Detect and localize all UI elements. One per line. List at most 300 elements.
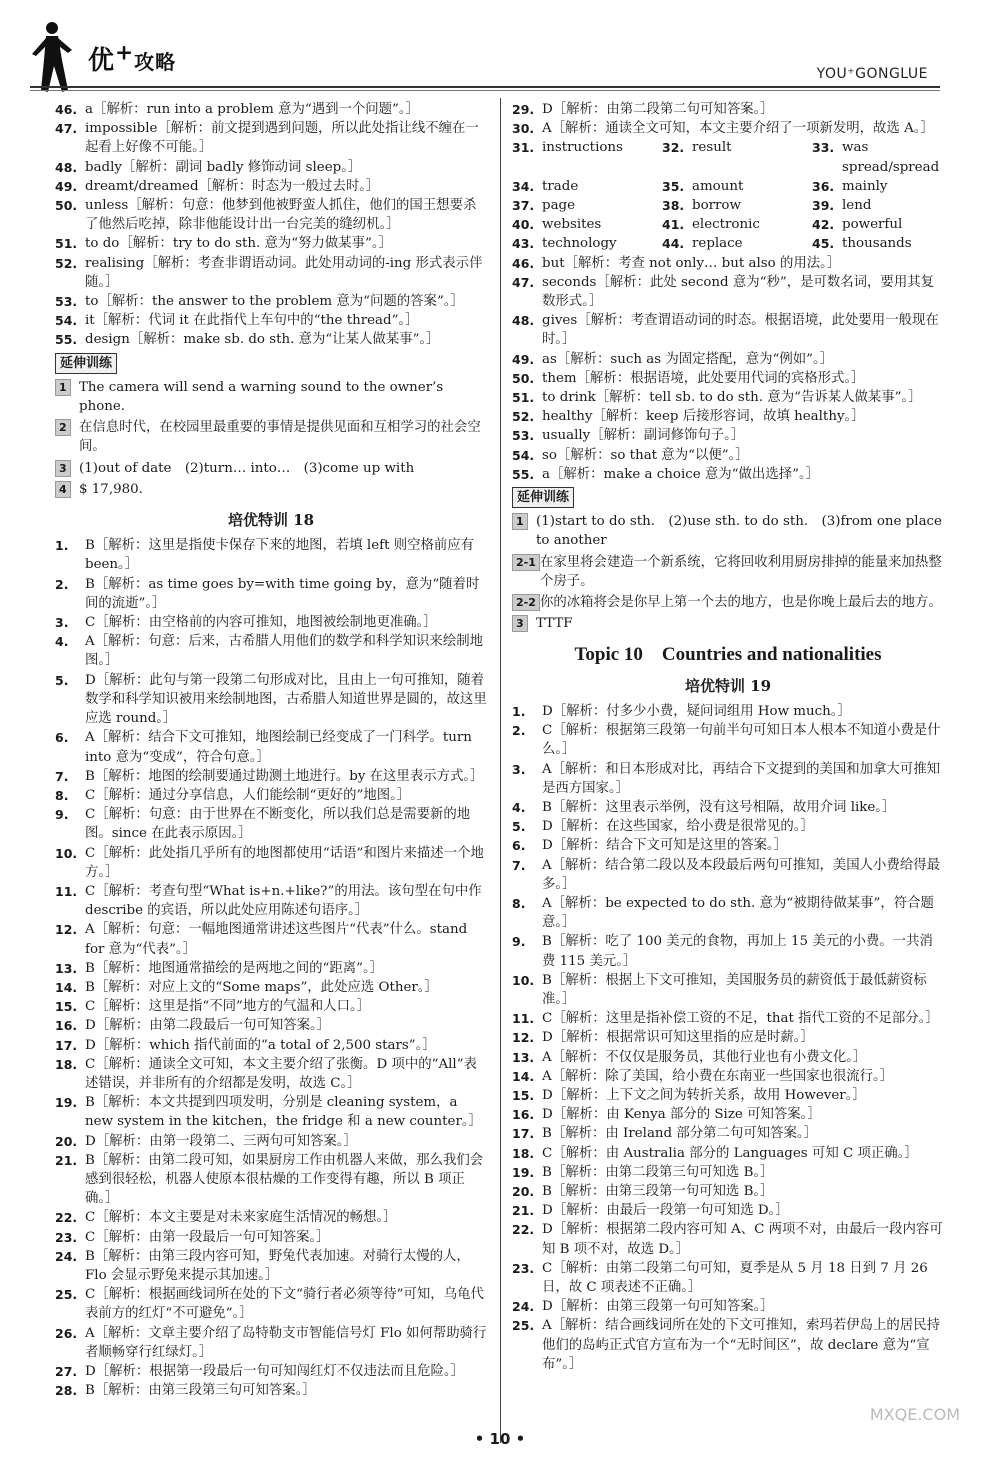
answer-item [512, 1009, 944, 1028]
item-number: 39. [812, 198, 835, 214]
extension-label: 延伸训练 [55, 353, 117, 374]
item-text: D［解析：由第三段第一句可知答案。］ [542, 1299, 774, 1315]
item-text: but［解析：考查 not only… but also 的用法。］ [542, 255, 841, 271]
extension-number-badge: 1 [512, 513, 528, 530]
answer-item [512, 894, 944, 932]
item-number: 8. [55, 787, 69, 803]
item-number: 10. [512, 972, 535, 988]
item-number: 6. [55, 730, 69, 746]
item-number: 28. [55, 1383, 78, 1399]
answer-item [512, 1182, 944, 1201]
item-text: dreamt/dreamed［解析：时态为一般过去时。］ [85, 178, 380, 194]
vocab-cell [512, 196, 662, 215]
right-column [512, 100, 944, 1374]
item-text: C［解析：这里是指补偿工资的不足，that 指代工资的不足部分。］ [542, 1011, 939, 1027]
item-number: 52. [55, 255, 78, 271]
item-number: 13. [512, 1049, 535, 1065]
extension-list-right [512, 512, 944, 633]
extension-number-badge: 1 [55, 379, 71, 396]
item-text: as［解析：such as 为固定搭配，意为“例如”。］ [542, 351, 834, 367]
item-text: websites [542, 217, 602, 233]
answer-item [512, 388, 944, 407]
item-text: D［解析：此句与第一段第二句形成对比，且由上一句可推知，随着数学和科学知识被用来绘制地图，古希腊人知道世界是圆的，故这里应选 round。］ [85, 672, 487, 727]
item-number: 13. [55, 960, 78, 976]
answer-item [55, 536, 487, 574]
vocab-cell [812, 234, 944, 253]
item-text: D［解析：由第二段第二句可知答案。］ [542, 102, 774, 117]
item-number: 45. [812, 236, 835, 252]
answer-item [512, 1086, 944, 1105]
topic-title: Topic 10 Countries and nationalities [574, 644, 882, 666]
extension-item [512, 553, 944, 591]
answer-item [512, 1259, 944, 1297]
answer-item [55, 920, 487, 958]
item-number: 48. [55, 159, 78, 175]
item-number: 2. [512, 723, 526, 739]
answer-item [512, 798, 944, 817]
item-number: 51. [512, 390, 535, 406]
vocab-cell [812, 196, 944, 215]
item-text: C［解析：根据画线词所在处的下文“骑行者必须等待”可知，乌龟代表前方的红灯“不可避免”。］ [85, 1287, 484, 1322]
item-text: A［解析：文章主要介绍了岛特勒支市智能信号灯 Flo 如何帮助骑行者顺畅穿行红绿灯。］ [85, 1325, 487, 1360]
item-number: 22. [55, 1210, 78, 1226]
item-text: result [692, 140, 732, 156]
extension-item [512, 614, 944, 633]
item-text: B［解析：地图的绘制要通过勘测土地进行。by 在这里表示方式。］ [85, 768, 484, 784]
item-text: gives［解析：考查谓语动词的时态。根据语境，此处要用一般现在时。］ [542, 313, 939, 348]
answer-item [55, 311, 487, 330]
answer-item [512, 100, 944, 119]
item-text: a［解析：make a choice 意为“做出选择”。］ [542, 466, 820, 482]
item-number: 27. [55, 1364, 78, 1379]
extension-number-badge: 3 [55, 460, 71, 477]
item-text: B［解析：由第二段可知，如果厨房工作由机器人来做，那么我们会感到很轻松，机器人使原本很枯燥的工作变得有趣，所以 B 项正确。］ [85, 1152, 484, 1207]
answer-item [55, 882, 487, 920]
item-text: B［解析：as time goes by=with time going by，意为“随着时间的流逝”。］ [85, 576, 480, 611]
item-number: 18. [512, 1145, 535, 1161]
item-number: 20. [55, 1133, 78, 1149]
vocab-cell [812, 177, 944, 196]
item-number: 47. [512, 274, 535, 290]
item-number: 25. [512, 1318, 535, 1334]
answer-item [55, 805, 487, 843]
item-number: 20. [512, 1183, 535, 1199]
item-number: 50. [55, 198, 78, 214]
answer-list-left-a [55, 100, 487, 350]
item-number: 15. [55, 999, 78, 1015]
item-number: 54. [512, 447, 535, 463]
item-text: unless［解析：句意：他梦到他被野蛮人抓住，他们的国王想要杀了他然后吃掉，除非他能设计出一台完美的缝纫机。］ [85, 198, 477, 233]
item-text: technology [542, 236, 617, 252]
extension-text: TTTF [536, 616, 573, 632]
extension-list-left [55, 378, 487, 499]
vocab-cell [662, 177, 812, 196]
answer-item [512, 1144, 944, 1163]
item-number: 1. [55, 538, 69, 554]
item-number: 23. [512, 1260, 535, 1276]
answer-item [55, 1324, 487, 1362]
item-text: B［解析：吃了 100 美元的食物，再加上 15 美元的小费。一共消费 115 美元。］ [542, 934, 933, 969]
item-text: D［解析：上下文之间为转折关系，故用 However。］ [542, 1087, 866, 1103]
item-text: A［解析：和日本形成对比，再结合下文提到的美国和加拿大可推知是西方国家。］ [542, 761, 940, 796]
item-text: electronic [692, 217, 760, 233]
item-number: 26. [55, 1325, 78, 1341]
answer-item [55, 1151, 487, 1209]
answer-item [55, 1055, 487, 1093]
item-text: replace [692, 236, 743, 252]
item-number: 5. [512, 819, 526, 835]
extension-number-badge: 2 [55, 419, 71, 436]
item-number: 32. [662, 140, 685, 156]
item-number: 38. [662, 198, 685, 214]
item-number: 25. [55, 1287, 78, 1303]
item-text: to do［解析：try to do sth. 意为“努力做某事”。］ [85, 236, 392, 252]
item-text: D［解析：由第二段最后一句可知答案。］ [85, 1018, 331, 1034]
item-number: 5. [55, 672, 69, 688]
item-number: 16. [512, 1107, 535, 1123]
item-number: 55. [55, 332, 78, 348]
left-column [55, 100, 487, 1400]
answer-list-right-b [512, 254, 944, 484]
answer-item [55, 158, 487, 177]
answer-item [55, 1362, 487, 1381]
item-number: 37. [512, 198, 535, 214]
vocab-grid [512, 138, 944, 253]
item-text: B［解析：根据上下文可推知，美国服务员的薪资低于最低薪资标准。］ [542, 972, 927, 1007]
item-text: C［解析：这里是指“不同”地方的气温和人口。］ [85, 999, 371, 1015]
item-number: 24. [55, 1248, 78, 1264]
extension-text: (1)start to do sth. (2)use sth. to do sth. (3)from one place to another [536, 514, 942, 549]
item-text: D［解析：根据第二段内容可知 A、C 两项不对，由最后一段内容可知 B 项不对，故选 D。］ [542, 1222, 943, 1257]
item-number: 52. [512, 409, 535, 425]
extension-number-badge: 3 [512, 615, 528, 632]
answer-item [512, 1124, 944, 1143]
item-number: 14. [512, 1068, 535, 1084]
item-number: 46. [55, 102, 78, 117]
answer-list-right-c [512, 702, 944, 1374]
answer-item [55, 330, 487, 349]
answer-item [512, 971, 944, 1009]
item-number: 47. [55, 121, 78, 137]
logo-sup: + [115, 40, 135, 66]
item-text: C［解析：根据第三段第一句前半句可知日本人根本不知道小费是什么。］ [542, 723, 941, 758]
item-number: 46. [512, 255, 535, 271]
item-number: 54. [55, 313, 78, 329]
item-number: 12. [55, 922, 78, 938]
answer-item [512, 836, 944, 855]
item-text: A［解析：结合第二段以及本段最后两句可推知，美国人小费给得最多。］ [542, 857, 940, 892]
extension-item [512, 593, 944, 612]
answer-item [55, 671, 487, 729]
item-text: D［解析：结合下文可知是这里的答案。］ [542, 838, 788, 854]
item-number: 15. [512, 1087, 535, 1103]
item-text: amount [692, 178, 744, 194]
answer-item [512, 856, 944, 894]
header-rule [30, 86, 940, 88]
item-number: 51. [55, 236, 78, 252]
item-text: D［解析：由最后一段第一句可知选 D。］ [542, 1203, 789, 1219]
answer-item [55, 959, 487, 978]
answer-item [55, 119, 487, 157]
answer-item [55, 234, 487, 253]
item-text: B［解析：由 Ireland 部分第二句可知答案。］ [542, 1126, 817, 1142]
answer-item [55, 1247, 487, 1285]
item-text: A［解析：句意：后来，古希腊人用他们的数学和科学知识来绘制地图。］ [85, 634, 483, 669]
item-text: design［解析：make sb. do sth. 意为“让某人做某事”。］ [85, 332, 440, 348]
item-text: impossible［解析：前文提到遇到问题，所以此处指让线不缠在一起看上好像不可能。］ [85, 121, 479, 156]
item-text: C［解析：由 Australia 部分的 Languages 可知 C 项正确。］ [542, 1145, 918, 1161]
extension-item [55, 459, 487, 478]
answer-item [55, 728, 487, 766]
answer-item [55, 1093, 487, 1131]
item-text: B［解析：地图通常描绘的是两地之间的“距离”。］ [85, 960, 384, 976]
item-number: 22. [512, 1222, 535, 1238]
item-text: A［解析：句意：一幅地图通常讲述这些图片“代表”什么。stand for 意为“代表”。］ [85, 922, 468, 957]
item-number: 12. [512, 1030, 535, 1046]
vocab-cell [812, 138, 944, 176]
brand-text: YOU⁺GONGLUE [816, 66, 928, 82]
answer-item [512, 426, 944, 445]
item-text: thousands [842, 236, 912, 252]
column-divider [500, 98, 501, 1443]
item-text: trade [542, 178, 579, 194]
answer-item [512, 702, 944, 721]
item-text: B［解析：对应上文的“Some maps”，此处应选 Other。］ [85, 979, 438, 995]
answer-item [55, 613, 487, 632]
item-text: badly［解析：副词 badly 修饰动词 sleep。］ [85, 159, 362, 175]
item-number: 33. [812, 140, 835, 156]
item-text: A［解析：结合画线词所在处的下文可推知，索玛若伊岛上的居民持他们的岛屿正式官方宣布为一个“无时间区”，故 declare 意为“宣布”。］ [542, 1318, 940, 1372]
answer-item [55, 575, 487, 613]
answer-item [512, 817, 944, 836]
item-number: 53. [512, 428, 535, 444]
item-number: 14. [55, 979, 78, 995]
item-number: 55. [512, 466, 535, 482]
item-number: 16. [55, 1018, 78, 1034]
item-text: realising［解析：考查非谓语动词。此处用动词的-ing 形式表示伴随。］ [85, 255, 483, 290]
answer-item [55, 292, 487, 311]
extension-item [512, 512, 944, 550]
extension-item [55, 480, 487, 499]
answer-item [512, 350, 944, 369]
item-text: B［解析：这里是指使卡保存下来的地图，若填 left 则空格前应有 been。］ [85, 538, 475, 573]
answer-item [55, 1208, 487, 1227]
item-text: lend [842, 198, 872, 214]
extension-item [55, 418, 487, 456]
vocab-cell [662, 215, 812, 234]
answer-item [55, 1285, 487, 1323]
item-text: B［解析：由第三段内容可知，野兔代表加速。对骑行太慢的人，Flo 会显示野兔来提示其加速。］ [85, 1248, 470, 1283]
answer-item [55, 767, 487, 786]
item-number: 30. [512, 121, 535, 137]
answer-item [55, 1132, 487, 1151]
answer-item [512, 1163, 944, 1182]
item-number: 40. [512, 217, 535, 233]
logo-main: 优 [88, 46, 116, 76]
item-number: 18. [55, 1056, 78, 1072]
answer-item [55, 786, 487, 805]
item-number: 48. [512, 313, 535, 329]
section-title-19: 培优特训 19 [684, 676, 772, 695]
answer-list-right-a [512, 100, 944, 138]
answer-item [512, 1316, 944, 1374]
logo-sub: 攻略 [134, 50, 177, 74]
item-text: C［解析：通过分享信息，人们能绘制“更好的”地图。］ [85, 787, 411, 803]
extension-text: 在家里将会建造一个新系统，它将回收利用厨房排掉的能量来加热整个房子。 [540, 554, 942, 589]
item-number: 34. [512, 178, 535, 194]
item-text: B［解析：由第二段第三句可知选 B。］ [542, 1164, 774, 1180]
extension-text: 在信息时代，在校园里最重要的事情是提供见面和互相学习的社会空间。 [79, 420, 481, 455]
answer-item [512, 1028, 944, 1047]
answer-item [512, 1220, 944, 1258]
answer-item [55, 978, 487, 997]
answer-item [512, 311, 944, 349]
item-number: 4. [55, 634, 69, 650]
item-text: a［解析：run into a problem 意为“遇到一个问题”。］ [85, 102, 419, 117]
vocab-cell [812, 215, 944, 234]
answer-item [55, 844, 487, 882]
extension-text: (1)out of date (2)turn… into… (3)come up with [79, 460, 415, 476]
extension-text: 你的冰箱将会是你早上第一个去的地方，也是你晚上最后去的地方。 [540, 595, 942, 611]
item-number: 7. [512, 857, 526, 873]
item-text: A［解析：be expected to do sth. 意为“被期待做某事”，符合题意。］ [542, 895, 934, 931]
item-text: it［解析：代词 it 在此指代上车句中的“the thread”。］ [85, 313, 419, 329]
extension-number-badge: 4 [55, 481, 71, 498]
item-number: 49. [55, 178, 78, 194]
vocab-cell [662, 196, 812, 215]
item-text: C［解析：本文主要是对未来家庭生活情况的畅想。］ [85, 1210, 397, 1226]
answer-item [512, 369, 944, 388]
answer-item [55, 254, 487, 292]
extension-text: $ 17,980. [79, 481, 143, 497]
item-number: 10. [55, 845, 78, 861]
answer-item [512, 465, 944, 484]
item-text: C［解析：此处指几乎所有的地图都使用“话语”和图片来描述一个地方。］ [85, 845, 484, 880]
item-number: 21. [512, 1203, 535, 1219]
vocab-cell [512, 215, 662, 234]
item-text: to［解析：the answer to the problem 意为“问题的答案”。］ [85, 294, 464, 310]
item-number: 11. [55, 883, 78, 899]
answer-item [512, 407, 944, 426]
item-number: 35. [662, 178, 685, 194]
answer-item [512, 760, 944, 798]
answer-item [512, 254, 944, 273]
answer-item [55, 1016, 487, 1035]
item-text: B［解析：由第三段第一句可知选 B。］ [542, 1183, 774, 1199]
item-text: C［解析：考查句型“What is+n.+like?”的用法。该句型在句中作 describe 的宾语，所以此处应用陈述句语序。］ [85, 883, 482, 919]
item-number: 11. [512, 1011, 535, 1027]
item-text: A［解析：通读全文可知，本文主要介绍了一项新发明，故选 A。］ [542, 121, 934, 137]
item-number: 6. [512, 838, 526, 854]
item-number: 21. [55, 1152, 78, 1168]
item-text: D［解析：根据第一段最后一句可知闯红灯不仅违法而且危险。］ [85, 1364, 464, 1379]
extension-number-badge: 2-2 [512, 594, 540, 611]
item-text: D［解析：付多少小费，疑问词组用 How much。］ [542, 703, 851, 719]
item-number: 19. [512, 1164, 535, 1180]
item-number: 42. [812, 217, 835, 233]
watermark: MXQE.COM [869, 1405, 960, 1424]
item-number: 1. [512, 703, 526, 719]
answer-item [55, 997, 487, 1016]
item-text: to drink［解析：tell sb. to do sth. 意为“告诉某人做某事”。］ [542, 390, 922, 406]
extension-label: 延伸训练 [512, 487, 574, 508]
item-text: D［解析：在这些国家，给小费是很常见的。］ [542, 819, 814, 835]
page-header [0, 0, 1000, 95]
item-text: page [542, 198, 576, 214]
item-text: B［解析：本文共提到四项发明，分别是 cleaning system，a new system in the kitchen，the fridge 和 a new counter。］ [85, 1095, 482, 1130]
item-text: A［解析：除了美国，给小费在东南亚一些国家也很流行。］ [542, 1068, 894, 1084]
item-text: C［解析：由空格前的内容可推知，地图被绘制地更准确。］ [85, 615, 437, 631]
answer-item [55, 1036, 487, 1055]
answer-item [512, 1067, 944, 1086]
answer-item [512, 446, 944, 465]
item-text: borrow [692, 198, 741, 214]
item-number: 36. [812, 178, 835, 194]
item-number: 8. [512, 895, 526, 911]
item-text: D［解析：由第一段第二、三两句可知答案。］ [85, 1133, 357, 1149]
extension-text: The camera will send a warning sound to the owner’s phone. [79, 379, 444, 415]
item-text: usually［解析：副词修饰句子。］ [542, 428, 745, 444]
answer-item [55, 1228, 487, 1247]
vocab-cell [512, 234, 662, 253]
item-number: 24. [512, 1299, 535, 1315]
item-number: 43. [512, 236, 535, 252]
item-number: 23. [55, 1229, 78, 1245]
answer-item [512, 273, 944, 311]
item-text: D［解析：which 指代前面的“a total of 2,500 stars”。］ [85, 1037, 436, 1053]
logo-text [88, 40, 176, 77]
item-number: 17. [55, 1037, 78, 1053]
answer-item [512, 1201, 944, 1220]
answer-item [512, 119, 944, 138]
item-text: C［解析：通读全文可知，本文主要介绍了张衡。D 项中的“All”表述错误，并非所有的介绍都是发明，故选 C。］ [85, 1056, 477, 1091]
item-number: 31. [512, 140, 535, 156]
page-number: • 10 • [474, 1430, 526, 1448]
item-text: A［解析：结合下文可推知，地图绘制已经变成了一门科学。turn into 意为“变成”，符合句意。］ [85, 730, 472, 765]
answer-item [512, 1297, 944, 1316]
item-number: 9. [55, 807, 69, 823]
answer-item [55, 632, 487, 670]
answer-item [512, 721, 944, 759]
item-text: powerful [842, 217, 903, 233]
header-rule-thin [30, 90, 940, 91]
item-text: instructions [542, 140, 623, 156]
answer-item [512, 1048, 944, 1067]
item-text: was spread/spread [842, 140, 940, 175]
vocab-cell [662, 138, 812, 176]
item-number: 19. [55, 1095, 78, 1111]
answer-list-left-b [55, 536, 487, 1400]
section-title-18: 培优特训 18 [227, 511, 315, 530]
answer-item [55, 177, 487, 196]
item-number: 50. [512, 370, 535, 386]
item-text: them［解析：根据语境，此处要用代词的宾格形式。］ [542, 370, 865, 386]
item-text: B［解析：由第三段第三句可知答案。］ [85, 1383, 316, 1399]
item-number: 49. [512, 351, 535, 367]
item-number: 3. [55, 615, 69, 631]
extension-number-badge: 2-1 [512, 554, 540, 571]
item-number: 44. [662, 236, 685, 252]
item-text: so［解析：so that 意为“以便”。］ [542, 447, 749, 463]
item-text: A［解析：不仅仅是服务员，其他行业也有小费文化。］ [542, 1049, 867, 1065]
item-text: C［解析：句意：由于世界在不断变化，所以我们总是需要新的地图。since 在此表示原因。］ [85, 807, 471, 842]
item-text: D［解析：根据常识可知这里指的应是时薪。］ [542, 1030, 814, 1046]
extension-item [55, 378, 487, 416]
vocab-cell [662, 234, 812, 253]
item-text: C［解析：由第二段第二句可知，夏季是从 5 月 18 日到 7 月 26 日，故 C 项表述不正确。］ [542, 1260, 928, 1295]
item-number: 29. [512, 102, 535, 117]
item-number: 2. [55, 576, 69, 592]
